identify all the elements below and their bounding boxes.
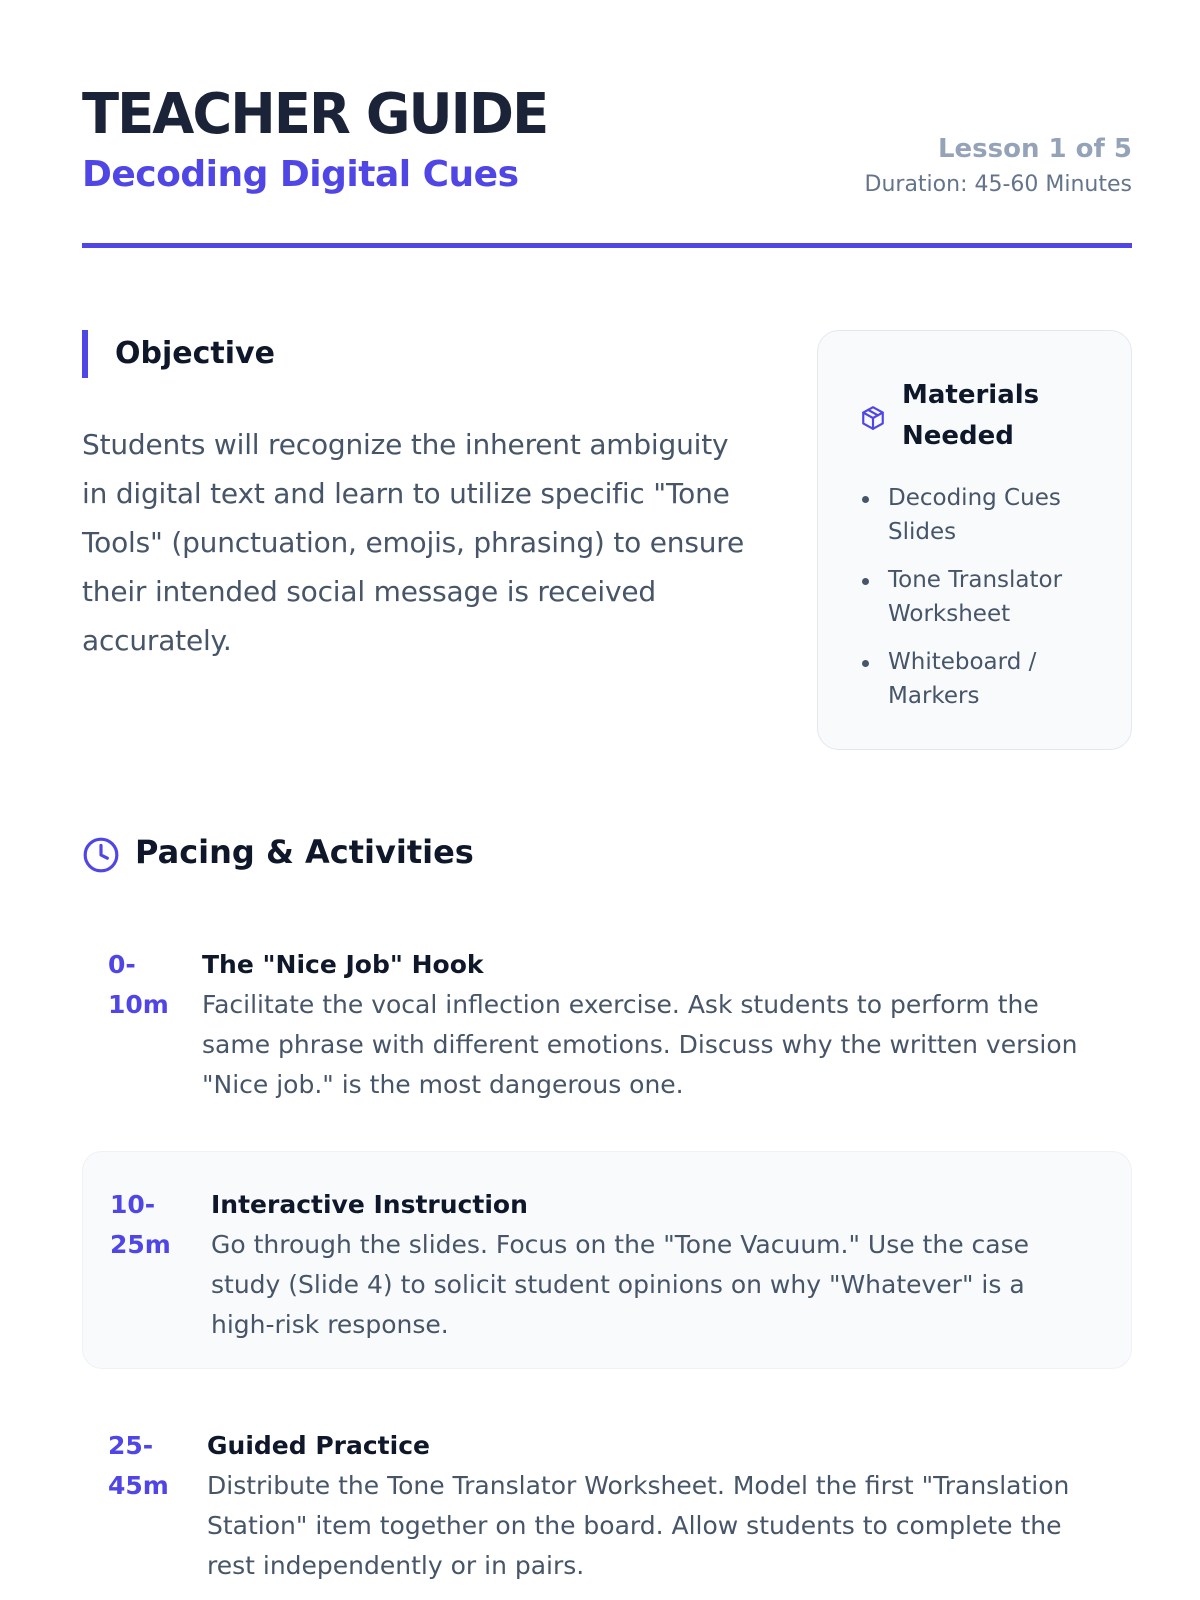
activity-item: [82, 1151, 1132, 1369]
activity-title: Guided Practice: [207, 1431, 430, 1460]
lesson-subtitle: Decoding Digital Cues: [82, 154, 519, 195]
cube-icon: [860, 405, 886, 431]
activity-description: Facilitate the vocal inflection exercise. Ask students to perform the same phrase with different emotions. Discuss why the written version "Nice job." is the most dangerous one.: [202, 990, 1078, 1099]
activity-title: Interactive Instruction: [211, 1190, 528, 1219]
clock-icon: [82, 836, 120, 874]
material-label: Decoding Cues Slides: [888, 485, 1061, 545]
activity-body: [211, 1185, 1091, 1345]
lesson-number: Lesson 1 of 5: [937, 134, 1132, 164]
materials-header: [860, 375, 1110, 463]
lesson-meta: [865, 132, 1132, 202]
bullet-icon: [862, 578, 869, 585]
activity-body: [207, 1426, 1107, 1586]
list-item: [860, 481, 1100, 549]
objective-accent-bar: [82, 330, 88, 378]
activity-title: The "Nice Job" Hook: [202, 950, 484, 979]
activity-body: [202, 945, 1102, 1105]
header-divider: [82, 243, 1132, 248]
pacing-header: [82, 830, 1132, 874]
materials-list: [860, 481, 1100, 727]
activity-time: 25-45m: [108, 1431, 169, 1500]
activity-item: [82, 1426, 1132, 1596]
list-item: [860, 563, 1100, 631]
bullet-icon: [862, 660, 869, 667]
page-title: TEACHER GUIDE: [82, 82, 548, 147]
pacing-heading: Pacing & Activities: [135, 833, 474, 871]
objective-heading: Objective: [115, 336, 275, 371]
materials-heading: Materials Needed: [902, 380, 1040, 451]
material-label: Whiteboard / Markers: [888, 649, 1037, 709]
materials-card: [817, 330, 1132, 750]
activity-description: Distribute the Tone Translator Worksheet. Model the first "Translation Station" item together on the board. Allow students to complete the rest independently or in pairs.: [207, 1471, 1070, 1580]
objective-text: Students will recognize the inherent ambiguity in digital text and learn to utilize specific "Tone Tools" (punctuation, emojis, phrasing) to ensure their intended social message is received accurately.: [82, 428, 744, 657]
lesson-duration: Duration: 45-60 Minutes: [864, 172, 1132, 197]
objective-section: [82, 330, 762, 665]
activity-time: 10-25m: [110, 1190, 171, 1259]
page-header: [82, 82, 1132, 250]
activity-time: 0-10m: [108, 950, 169, 1019]
activity-item: [82, 945, 1132, 1125]
pacing-section: [82, 830, 1132, 1580]
activity-description: Go through the slides. Focus on the "Tone Vacuum." Use the case study (Slide 4) to solicit student opinions on why "Whatever" is a high-risk response.: [211, 1230, 1030, 1339]
material-label: Tone Translator Worksheet: [888, 567, 1063, 627]
objective-header: [82, 330, 762, 378]
list-item: [860, 645, 1100, 713]
bullet-icon: [862, 496, 869, 503]
